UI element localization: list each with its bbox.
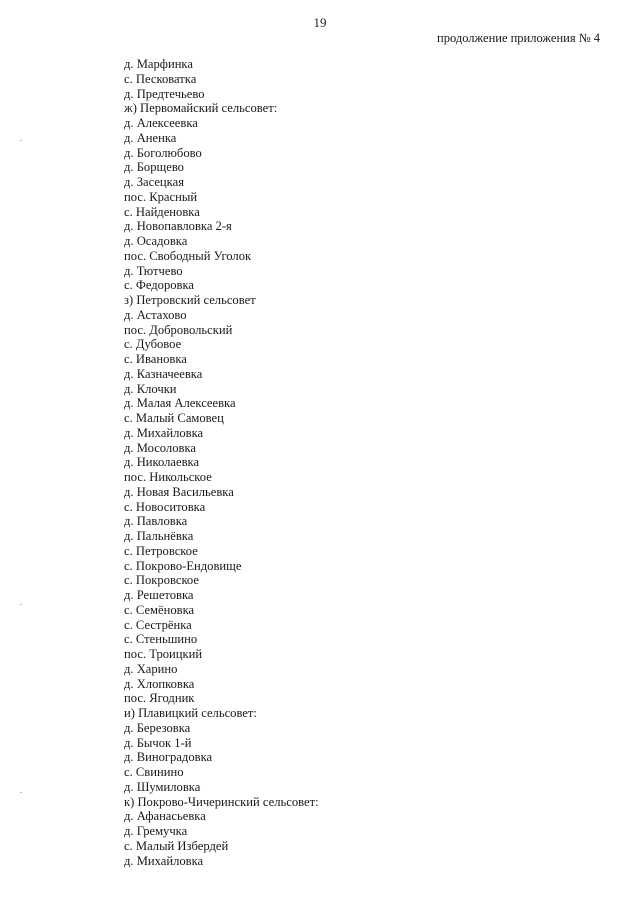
- settlement-item: д. Клочки: [124, 381, 177, 396]
- settlement-item: с. Ивановка: [124, 352, 187, 366]
- settlement-item: д. Осадовка: [124, 234, 188, 248]
- settlement-item: с. Стеньшино: [124, 632, 198, 647]
- settlement-item: пос. Красный: [124, 189, 198, 204]
- settlement-item: д. Березовка: [124, 720, 191, 735]
- scan-margin-mark: [20, 792, 22, 793]
- settlement-item: д. Пальнёвка: [124, 529, 194, 543]
- settlement-item: д. Шумиловка: [124, 779, 201, 794]
- scan-margin-mark: [20, 604, 22, 605]
- settlement-item: д. Боголюбово: [124, 145, 202, 160]
- settlement-item: д. Малая Алексеевка: [124, 396, 236, 411]
- settlement-item: д. Марфинка: [124, 57, 193, 71]
- settlement-item: д. Тютчево: [124, 263, 183, 278]
- settlement-item: с. Малый Избердей: [124, 838, 229, 853]
- settlement-item: д. Бычок 1-й: [124, 735, 192, 750]
- settlement-item: д. Афанасьевка: [124, 809, 206, 824]
- settlement-item: с. Новоситовка: [124, 499, 206, 514]
- settlement-item: с. Федоровка: [124, 278, 195, 293]
- settlement-item: пос. Никольское: [124, 470, 212, 484]
- settlement-item: д. Хлопковка: [124, 676, 195, 691]
- settlement-list: [124, 57, 319, 868]
- settlement-item: д. Павловка: [124, 514, 188, 529]
- settlement-item: пос. Ягодник: [124, 691, 195, 706]
- settlement-item: д. Засецкая: [124, 175, 184, 189]
- settlement-item: д. Алексеевка: [124, 116, 198, 130]
- settlement-item: д. Харино: [124, 661, 178, 676]
- settlement-item: д. Михайловка: [124, 853, 204, 868]
- settlement-item: с. Петровское: [124, 543, 198, 558]
- appendix-continuation-note: продолжение приложения № 4: [437, 31, 600, 45]
- settlement-item: д. Предтечьево: [124, 86, 205, 101]
- settlement-item: д. Гремучка: [124, 824, 188, 838]
- settlement-item: д. Казначеевка: [124, 366, 203, 381]
- settlement-item: с. Покрово-Ендовище: [124, 558, 242, 573]
- page-number: 19: [313, 15, 327, 30]
- settlement-item: с. Дубовое: [124, 337, 182, 352]
- council-heading: к) Покрово-Чичеринский сельсовет:: [124, 794, 319, 809]
- settlement-item: с. Найденовка: [124, 204, 200, 219]
- council-heading: з) Петровский сельсовет: [124, 293, 256, 307]
- settlement-item: д. Новая Васильевка: [124, 484, 234, 499]
- settlement-item: с. Песковатка: [124, 71, 197, 86]
- scan-margin-mark: [20, 140, 22, 141]
- settlement-item: д. Борщево: [124, 160, 184, 175]
- settlement-item: д. Мосоловка: [124, 440, 196, 455]
- settlement-item: д. Виноградовка: [124, 750, 213, 765]
- settlement-item: д. Новопавловка 2-я: [124, 219, 232, 234]
- settlement-item: д. Михайловка: [124, 425, 204, 440]
- settlement-item: д. Астахово: [124, 307, 187, 322]
- settlement-item: с. Семёновка: [124, 602, 195, 617]
- council-heading: и) Плавицкий сельсовет:: [124, 706, 257, 720]
- settlement-item: пос. Троицкий: [124, 647, 203, 661]
- settlement-item: с. Покровское: [124, 573, 199, 588]
- settlement-item: с. Малый Самовец: [124, 411, 224, 425]
- settlement-item: с. Свинино: [124, 765, 184, 779]
- council-heading: ж) Первомайский сельсовет:: [124, 101, 278, 116]
- settlement-item: д. Решетовка: [124, 588, 194, 602]
- settlement-item: пос. Добровольский: [124, 322, 233, 337]
- settlement-item: с. Сестрёнка: [124, 617, 192, 632]
- settlement-item: д. Аненка: [124, 130, 177, 145]
- settlement-item: пос. Свободный Уголок: [124, 248, 252, 263]
- settlement-item: д. Николаевка: [124, 455, 200, 470]
